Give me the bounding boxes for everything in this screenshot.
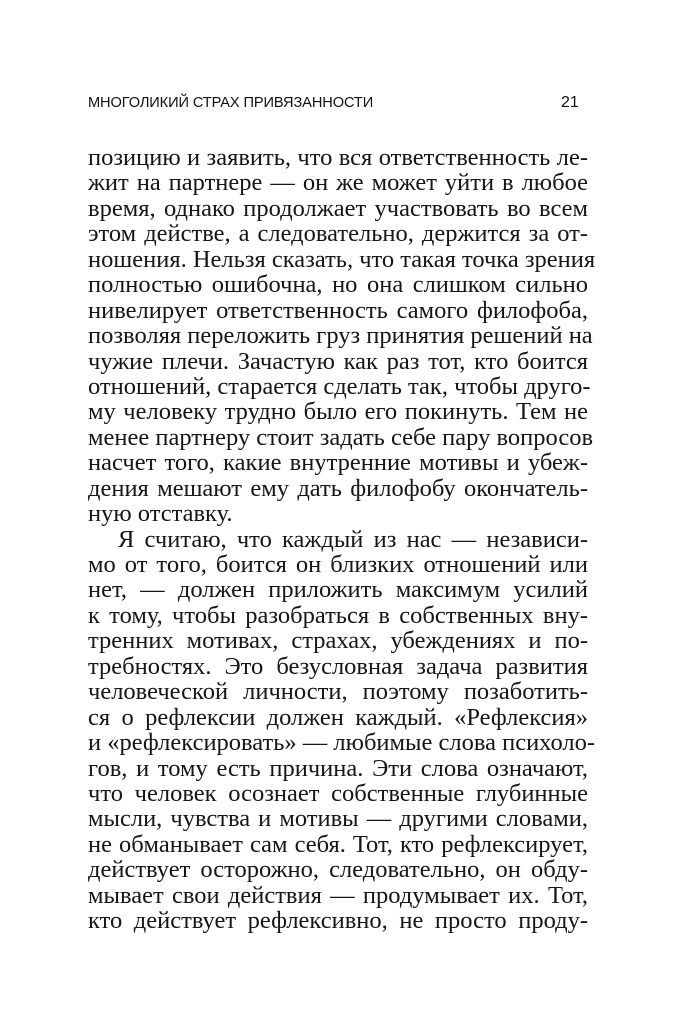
text-line: ношения. Нельзя сказать, что такая точка зрения	[88, 245, 596, 273]
text-line: гов, и тому есть причина. Эти слова означают,	[88, 754, 588, 782]
running-title: МНОГОЛИКИЙ СТРАХ ПРИВЯЗАННОСТИ	[88, 95, 374, 111]
text-line: менее партнеру стоит задать себе пару вопросов	[88, 423, 594, 451]
paragraph-2	[88, 525, 596, 935]
text-line: время, однако продолжает участвовать во всем	[88, 194, 588, 222]
text-line: жит на партнере — он же может уйти в любое	[88, 169, 588, 197]
text-line: отношений, старается сделать так, чтобы друго-	[88, 372, 591, 400]
text-line: и «рефлексировать» — любимые слова психоло-	[88, 729, 596, 757]
text-line: Я считаю, что каждый из нас — независи-	[118, 525, 588, 553]
text-line: кто действует рефлексивно, не просто проду-	[88, 907, 588, 935]
text-line: мывает свои действия — продумывает их. Тот,	[88, 881, 588, 909]
text-line: нивелирует ответственность самого филофоба,	[88, 296, 588, 324]
text-line: действует осторожно, следовательно, он обду-	[88, 856, 588, 884]
text-line: человеческой личности, поэтому позаботить-	[88, 678, 588, 706]
body-text	[88, 144, 596, 935]
text-line: не обманывает сам себя. Тот, кто рефлексирует,	[88, 830, 588, 858]
text-line: насчет того, какие внутренние мотивы и убеж-	[88, 449, 588, 477]
text-line: что человек осознает собственные глубинные	[88, 779, 588, 807]
text-line: ную отставку.	[88, 500, 233, 528]
text-line: дения мешают ему дать филофобу окончатель-	[88, 474, 588, 502]
text-line: позволяя переложить груз принятия решений на	[88, 322, 593, 350]
text-line: полностью ошибочна, но она слишком сильно	[88, 271, 588, 299]
text-line: к тому, чтобы разобраться в собственных вну-	[88, 601, 588, 629]
text-line: тренних мотивах, страхах, убеждениях и по-	[88, 627, 588, 655]
text-line: нет, — должен приложить максимум усилий	[88, 576, 588, 604]
text-line: этом действе, а следовательно, держится за от-	[88, 220, 588, 248]
text-line: му человеку трудно было его покинуть. Тем не	[88, 398, 588, 426]
text-line: ся о рефлексии должен каждый. «Рефлексия»	[88, 703, 588, 731]
page-number: 21	[561, 94, 579, 111]
text-line: требностях. Это безусловная задача развития	[88, 652, 588, 680]
text-line: позицию и заявить, что вся ответственность ле-	[88, 144, 588, 171]
text-line: чужие плечи. Зачастую как раз тот, кто боится	[88, 347, 588, 375]
text-line: мо от того, боится он близких отношений или	[88, 551, 588, 578]
text-line: мысли, чувства и мотивы — другими словами,	[88, 805, 588, 833]
paragraph-1	[88, 144, 596, 528]
